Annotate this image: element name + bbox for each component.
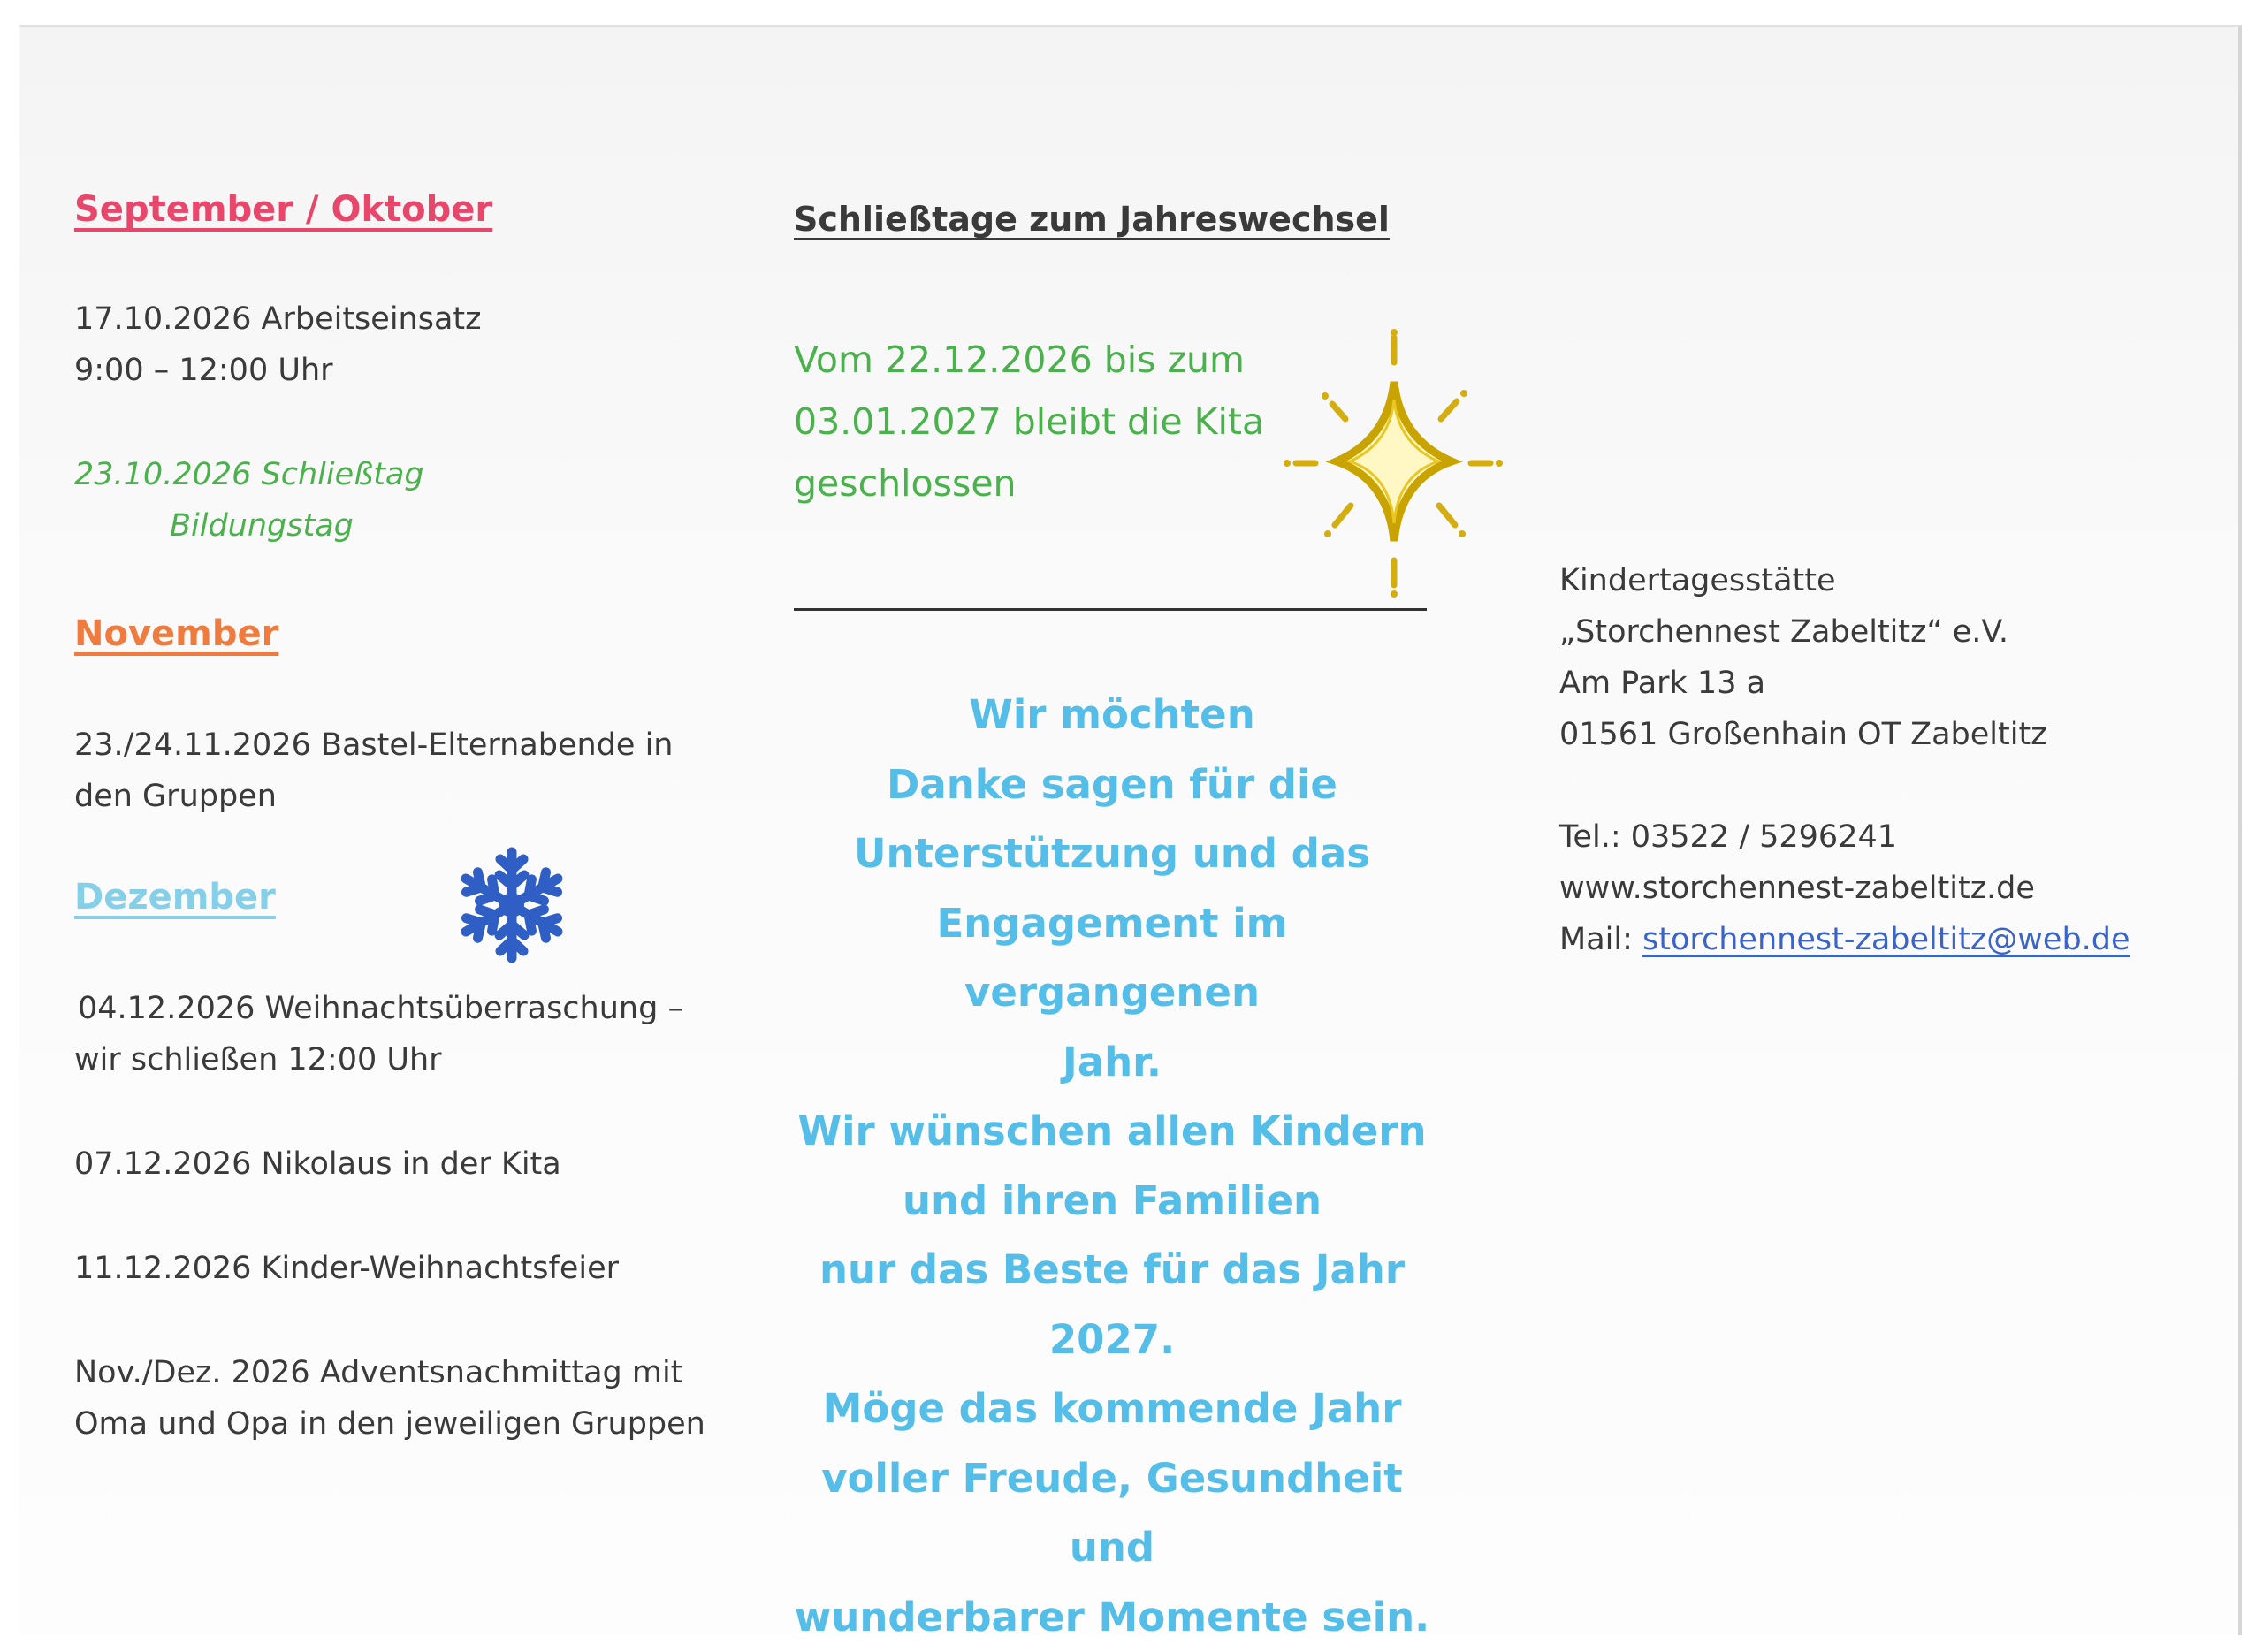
- event-bastel-elternabende-cont: den Gruppen: [74, 771, 277, 822]
- greeting-line: Jahr.: [794, 1028, 1430, 1098]
- heading-november: November: [74, 613, 278, 654]
- contact-phone: Tel.: 03522 / 5296241: [1559, 811, 2196, 863]
- contact-city: 01561 Großenhain OT Zabeltitz: [1559, 709, 2196, 760]
- greeting-line: nur das Beste für das Jahr: [794, 1236, 1430, 1306]
- closure-line-1: Vom 22.12.2026 bis zum: [794, 329, 1245, 391]
- greeting-line: voller Freude, Gesundheit und: [794, 1444, 1430, 1583]
- contact-website[interactable]: www.storchennest-zabeltitz.de: [1559, 863, 2196, 914]
- event-schliesstag: 23.10.2026 Schließtag: [74, 449, 424, 500]
- greeting-line: 2027.: [794, 1306, 1430, 1375]
- snowflake-icon: [446, 843, 578, 967]
- heading-september-oktober: September / Oktober: [74, 189, 492, 230]
- event-adventsnachmittag-cont: Oma und Opa in den jeweiligen Gruppen: [74, 1398, 705, 1450]
- contact-mail-link[interactable]: storchennest-zabeltitz@web.de: [1642, 922, 2130, 957]
- contact-name: „Storchennest Zabeltitz“ e.V.: [1559, 606, 2196, 658]
- event-weihnachtsueberraschung-cont: wir schließen 12:00 Uhr: [74, 1034, 442, 1085]
- greeting-line: Danke sagen für die: [794, 750, 1430, 820]
- contact-mail-label: Mail:: [1559, 922, 1642, 957]
- event-weihnachtsfeier: 11.12.2026 Kinder-Weihnachtsfeier: [74, 1243, 619, 1294]
- greeting-line: Engagement im vergangenen: [794, 889, 1430, 1028]
- event-nikolaus: 07.12.2026 Nikolaus in der Kita: [74, 1138, 561, 1190]
- contact-block: [1559, 555, 2196, 965]
- event-adventsnachmittag: Nov./Dez. 2026 Adventsnachmittag mit: [74, 1347, 682, 1398]
- greeting-line: wunderbarer Momente sein.: [794, 1583, 1430, 1652]
- greeting-line: Wir wünschen allen Kindern: [794, 1097, 1430, 1167]
- greeting-line: Wir möchten: [794, 681, 1430, 750]
- event-arbeitseinsatz-time: 9:00 – 12:00 Uhr: [74, 345, 333, 396]
- contact-org: Kindertagesstätte: [1559, 555, 2196, 606]
- event-weihnachtsueberraschung: 04.12.2026 Weihnachtsüberraschung –: [78, 983, 683, 1034]
- greeting-line: Unterstützung und das: [794, 819, 1430, 889]
- event-bastel-elternabende: 23./24.11.2026 Bastel-Elternabende in: [74, 719, 674, 771]
- contact-street: Am Park 13 a: [1559, 658, 2196, 709]
- closure-line-3: geschlossen: [794, 453, 1017, 514]
- event-arbeitseinsatz: 17.10.2026 Arbeitseinsatz: [74, 293, 482, 345]
- heading-dezember: Dezember: [74, 877, 276, 917]
- contact-mail-row: [1559, 914, 2196, 965]
- event-bildungstag: Bildungstag: [170, 500, 354, 552]
- greeting-line: Möge das kommende Jahr: [794, 1374, 1430, 1444]
- greeting-message: [794, 681, 1430, 1652]
- closure-line-2: 03.01.2027 bleibt die Kita: [794, 391, 1264, 453]
- star-icon: [1284, 329, 1505, 603]
- heading-schliesstage: Schließtage zum Jahreswechsel: [794, 200, 1390, 239]
- divider-line: [794, 608, 1427, 611]
- greeting-line: und ihren Familien: [794, 1167, 1430, 1237]
